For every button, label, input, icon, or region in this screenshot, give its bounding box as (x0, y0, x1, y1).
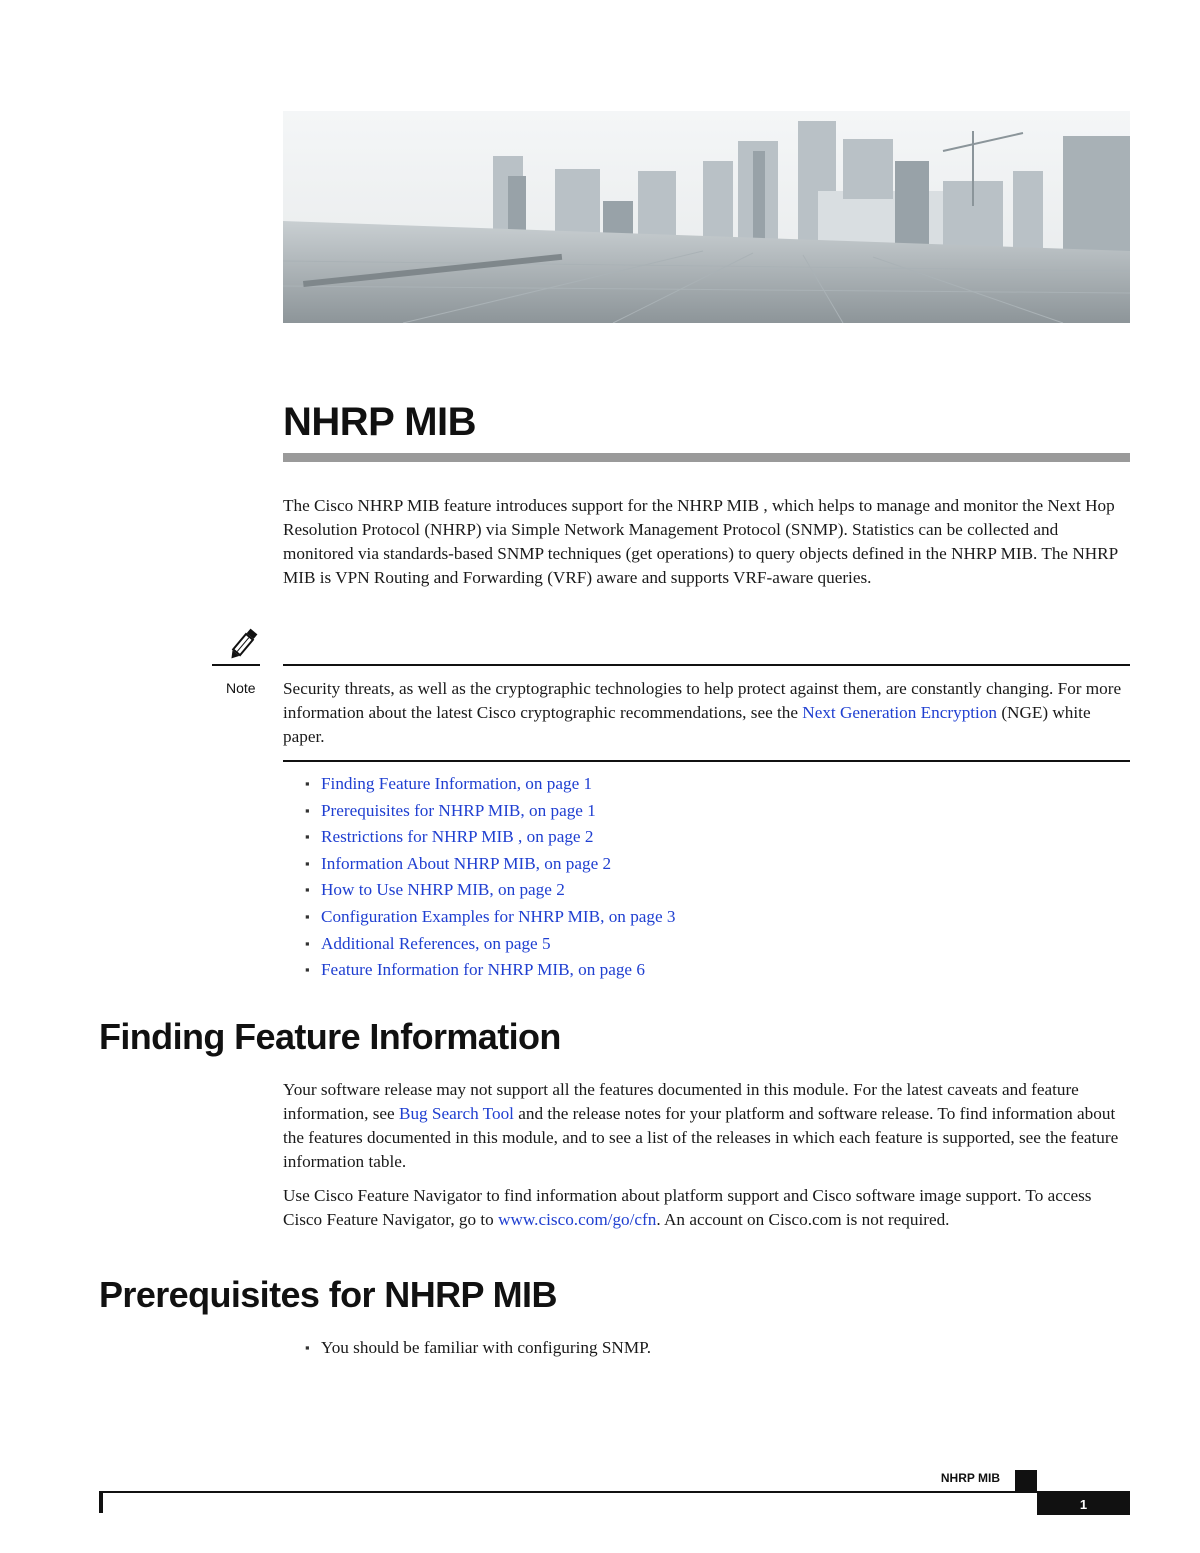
page-number: 1 (1037, 1493, 1130, 1515)
toc-item (305, 877, 676, 904)
toc-item (305, 824, 676, 851)
toc-item (305, 957, 676, 984)
next-generation-encryption-link[interactable]: Next Generation Encryption (802, 703, 998, 722)
bullet: ▪ (305, 802, 310, 818)
bullet: ▪ (305, 855, 310, 871)
toc-item (305, 798, 676, 825)
bullet: ▪ (305, 1340, 310, 1355)
toc-link-feature-information[interactable]: Feature Information for NHRP MIB, on page 6 (321, 960, 645, 980)
footer-doc-title: NHRP MIB (940, 1471, 1000, 1485)
toc-item (305, 931, 676, 958)
bug-search-tool-link[interactable]: Bug Search Tool (398, 1104, 514, 1123)
note-bottom-rule (283, 760, 1130, 762)
toc-link-information-about[interactable]: Information About NHRP MIB, on page 2 (321, 853, 612, 873)
hero-banner-image (283, 111, 1130, 323)
note-top-rule (283, 664, 1130, 666)
note-text (283, 677, 1133, 749)
toc-link-prerequisites[interactable]: Prerequisites for NHRP MIB, on page 1 (321, 800, 596, 820)
pencil-note-icon (222, 625, 262, 665)
toc-link-configuration-examples[interactable]: Configuration Examples for NHRP MIB, on page 3 (321, 906, 676, 926)
toc-link-finding-feature-information[interactable]: Finding Feature Information, on page 1 (321, 774, 593, 793)
bullet: ▪ (305, 829, 310, 845)
prerequisite-text: You should be familiar with configuring SNMP. (321, 1338, 652, 1357)
footer-marker-block (1015, 1470, 1037, 1491)
bullet: ▪ (305, 935, 310, 951)
finding-p1-after: and the release notes for your platform and software release. To find information about the features documented in this module, and to see a list of the releases in which each feature is supported, see the feature information table. (283, 1104, 1119, 1171)
bullet: ▪ (305, 882, 310, 898)
toc-link-additional-references[interactable]: Additional References, on page 5 (321, 933, 551, 953)
note-label: Note (226, 680, 256, 696)
toc-link-how-to-use[interactable]: How to Use NHRP MIB, on page 2 (321, 880, 565, 900)
page-title: NHRP MIB (283, 400, 477, 444)
toc-item (305, 904, 676, 931)
finding-p2-before: Use Cisco Feature Navigator to find information about platform support and Cisco software image support. To access Cisco Feature Navigator, go to (283, 1186, 1092, 1229)
toc-list (305, 771, 676, 984)
toc-item (305, 771, 676, 798)
footer-rule-left-tick (99, 1491, 103, 1513)
intro-paragraph: The Cisco NHRP MIB feature introduces support for the NHRP MIB , which helps to manage and monitor the Next Hop Resolution Protocol (NHRP) via Simple Network Management Protocol (SNMP). Statistics can be collected and monitored via standards-based SNMP techniques (get operations) to query objects defined in the NHRP MIB. The NHRP MIB is VPN Routing and Forwarding (VRF) aware and supports VRF-aware queries. (283, 496, 1118, 587)
note-text-after: (NGE) white paper. (283, 703, 1091, 746)
finding-paragraph-1 (283, 1078, 1133, 1174)
finding-paragraph-2 (283, 1184, 1133, 1232)
bullet: ▪ (305, 962, 310, 978)
bullet: ▪ (305, 776, 310, 791)
finding-p2-after: . An account on Cisco.com is not required. (656, 1210, 950, 1229)
note-icon-rule (212, 664, 260, 666)
toc-item (305, 851, 676, 878)
bullet: ▪ (305, 908, 310, 924)
prerequisites-heading: Prerequisites for NHRP MIB (99, 1274, 557, 1315)
cisco-feature-navigator-link[interactable]: www.cisco.com/go/cfn (498, 1210, 657, 1229)
prerequisite-item (305, 1336, 651, 1360)
finding-feature-information-heading: Finding Feature Information (99, 1016, 561, 1057)
footer-rule (99, 1491, 1130, 1493)
note-text-before: Security threats, as well as the cryptographic technologies to help protect against them, are constantly changing. For more information about the latest Cisco cryptographic recommendations, see the (283, 679, 1122, 722)
finding-p1-before: Your software release may not support all the features documented in this module. For the latest caveats and feature information, see (283, 1080, 1079, 1123)
title-rule (283, 453, 1130, 462)
toc-link-restrictions[interactable]: Restrictions for NHRP MIB , on page 2 (321, 827, 594, 847)
